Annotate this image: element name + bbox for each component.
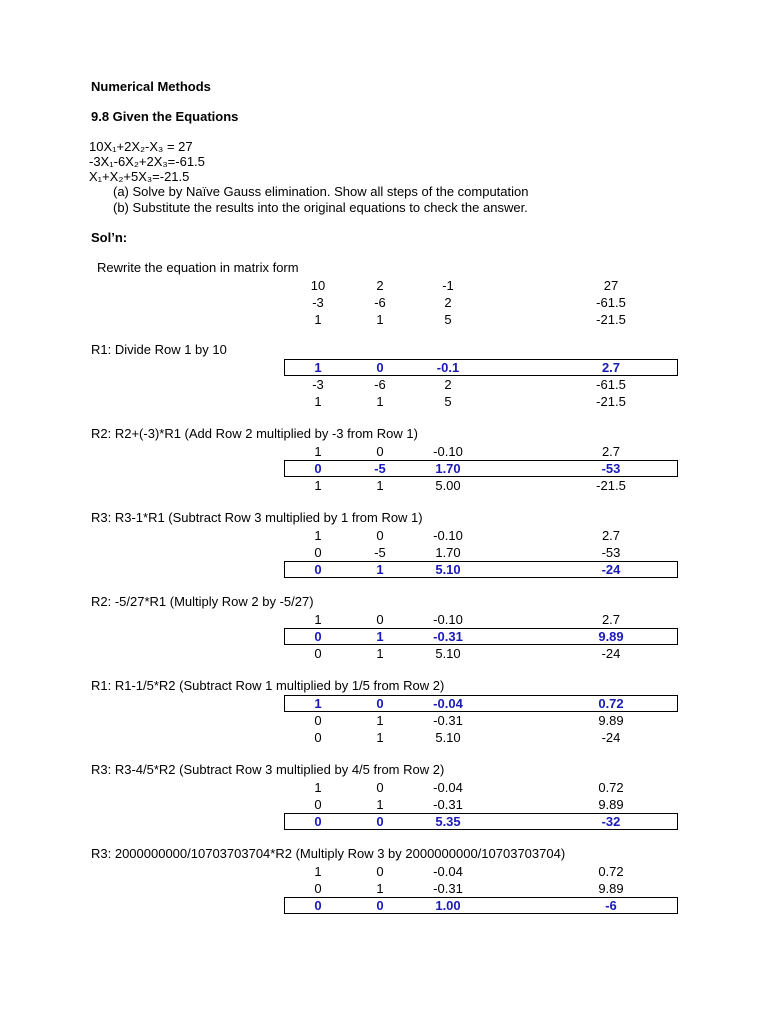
matrix-cell: 1.70	[435, 461, 461, 476]
matrix-cell: 5.10	[435, 646, 461, 661]
matrix-cell: 0.72	[598, 696, 624, 711]
matrix-cell: 1	[314, 360, 322, 375]
matrix-cell: 0	[314, 629, 322, 644]
step-label: R3: R3-1*R1 (Subtract Row 3 multiplied by 1 from Row 1)	[91, 510, 423, 525]
matrix-cell: 0	[376, 780, 384, 795]
matrix-cell: 2	[444, 295, 452, 310]
step-label: R2: -5/27*R1 (Multiply Row 2 by -5/27)	[91, 594, 314, 609]
matrix-cell: 0	[314, 562, 322, 577]
matrix-cell: 0	[314, 461, 322, 476]
matrix-cell: -32	[601, 814, 621, 829]
matrix-cell: -0.31	[433, 881, 463, 896]
matrix-cell: 0	[376, 814, 384, 829]
matrix-cell: 5	[444, 312, 452, 327]
matrix-cell: -3	[312, 377, 324, 392]
matrix-cell: 1	[376, 478, 384, 493]
matrix-cell: -21.5	[596, 312, 626, 327]
matrix-cell: 5.10	[435, 730, 461, 745]
matrix-cell: 0.72	[598, 864, 624, 879]
matrix-cell: -0.04	[433, 780, 463, 795]
matrix-cell: 0	[314, 814, 322, 829]
matrix-cell: 0	[314, 646, 322, 661]
solution-heading: Sol’n:	[91, 230, 128, 245]
matrix-cell: 10	[310, 278, 326, 293]
matrix-cell: -0.1	[436, 360, 460, 375]
matrix-cell: -0.04	[433, 696, 463, 711]
step-label: R2: R2+(-3)*R1 (Add Row 2 multiplied by -3 from Row 1)	[91, 426, 418, 441]
matrix-cell: -0.31	[433, 629, 463, 644]
matrix-cell: 2.7	[601, 444, 621, 459]
matrix-cell: 1	[376, 730, 384, 745]
matrix-cell: -0.10	[433, 612, 463, 627]
matrix-cell: 1.70	[435, 545, 461, 560]
matrix-cell: 1	[314, 864, 322, 879]
matrix-cell: 1	[314, 780, 322, 795]
matrix-cell: 0	[376, 696, 384, 711]
matrix-cell: -1	[442, 278, 454, 293]
matrix-cell: -24	[601, 646, 621, 661]
matrix-cell: 0	[314, 898, 322, 913]
matrix-cell: 1	[376, 562, 384, 577]
matrix-cell: 2.7	[601, 612, 621, 627]
matrix-cell: 2.7	[601, 360, 621, 375]
matrix-cell: 1	[314, 528, 322, 543]
matrix-cell: 27	[603, 278, 619, 293]
step-label: R3: R3-4/5*R2 (Subtract Row 3 multiplied by 4/5 from Row 2)	[91, 762, 445, 777]
matrix-cell: 0	[314, 713, 322, 728]
matrix-cell: -0.04	[433, 864, 463, 879]
matrix-cell: 0	[376, 864, 384, 879]
matrix-cell: 9.89	[598, 797, 624, 812]
matrix-cell: 0	[376, 528, 384, 543]
matrix-cell: -0.10	[433, 444, 463, 459]
matrix-cell: 1	[376, 394, 384, 409]
matrix-cell: 1.00	[435, 898, 461, 913]
matrix-cell: 0	[314, 797, 322, 812]
matrix-cell: 0	[376, 444, 384, 459]
matrix-cell: 1	[376, 629, 384, 644]
matrix-cell: -6	[374, 377, 386, 392]
matrix-cell: -6	[374, 295, 386, 310]
matrix-cell: -0.31	[433, 713, 463, 728]
matrix-cell: -0.31	[433, 797, 463, 812]
step-label: R3: 2000000000/10703703704*R2 (Multiply Row 3 by 2000000000/10703703704)	[91, 846, 566, 861]
matrix-cell: 0	[314, 545, 322, 560]
matrix-cell: 9.89	[598, 881, 624, 896]
matrix-cell: 0	[314, 730, 322, 745]
matrix-cell: 1	[376, 713, 384, 728]
matrix-cell: 5	[444, 394, 452, 409]
matrix-cell: -5	[374, 461, 386, 476]
matrix-cell: 0	[314, 881, 322, 896]
matrix-cell: 0	[376, 898, 384, 913]
matrix-cell: -21.5	[596, 478, 626, 493]
task-b: (b) Substitute the results into the original equations to check the answer.	[113, 200, 528, 215]
matrix-cell: 5.10	[435, 562, 461, 577]
equation-2: -3X₁-6X₂+2X₃=-61.5	[89, 154, 205, 169]
matrix-cell: 2	[376, 278, 384, 293]
matrix-cell: -61.5	[596, 295, 626, 310]
matrix-cell: -53	[601, 461, 621, 476]
matrix-cell: 5.00	[435, 478, 461, 493]
matrix-cell: 0	[376, 360, 384, 375]
document-title: Numerical Methods	[91, 79, 211, 94]
matrix-cell: 1	[314, 696, 322, 711]
matrix-cell: 1	[376, 646, 384, 661]
matrix-cell: -53	[601, 545, 621, 560]
matrix-cell: -61.5	[596, 377, 626, 392]
matrix-cell: 1	[314, 478, 322, 493]
matrix-cell: 1	[376, 312, 384, 327]
matrix-cell: -21.5	[596, 394, 626, 409]
matrix-cell: 1	[314, 312, 322, 327]
matrix-cell: 9.89	[598, 713, 624, 728]
matrix-cell: -6	[605, 898, 617, 913]
problem-heading: 9.8 Given the Equations	[91, 109, 239, 124]
matrix-cell: 1	[376, 881, 384, 896]
matrix-cell: 1	[314, 444, 322, 459]
matrix-cell: 1	[376, 797, 384, 812]
matrix-cell: -0.10	[433, 528, 463, 543]
matrix-cell: 5.35	[435, 814, 461, 829]
equation-1: 10X₁+2X₂-X₃ = 27	[89, 139, 193, 154]
matrix-cell: -3	[312, 295, 324, 310]
matrix-cell: 0	[376, 612, 384, 627]
matrix-cell: 0.72	[598, 780, 624, 795]
equation-3: X₁+X₂+5X₃=-21.5	[89, 169, 190, 184]
task-a: (a) Solve by Naïve Gauss elimination. Show all steps of the computation	[113, 184, 529, 199]
step-label: R1: Divide Row 1 by 10	[91, 342, 227, 357]
matrix-cell: 1	[314, 394, 322, 409]
step-label: Rewrite the equation in matrix form	[97, 260, 299, 275]
matrix-cell: 9.89	[598, 629, 624, 644]
step-label: R1: R1-1/5*R2 (Subtract Row 1 multiplied by 1/5 from Row 2)	[91, 678, 445, 693]
matrix-cell: 1	[314, 612, 322, 627]
matrix-cell: -5	[374, 545, 386, 560]
matrix-cell: 2.7	[601, 528, 621, 543]
matrix-cell: -24	[601, 730, 621, 745]
matrix-cell: 2	[444, 377, 452, 392]
matrix-cell: -24	[601, 562, 621, 577]
